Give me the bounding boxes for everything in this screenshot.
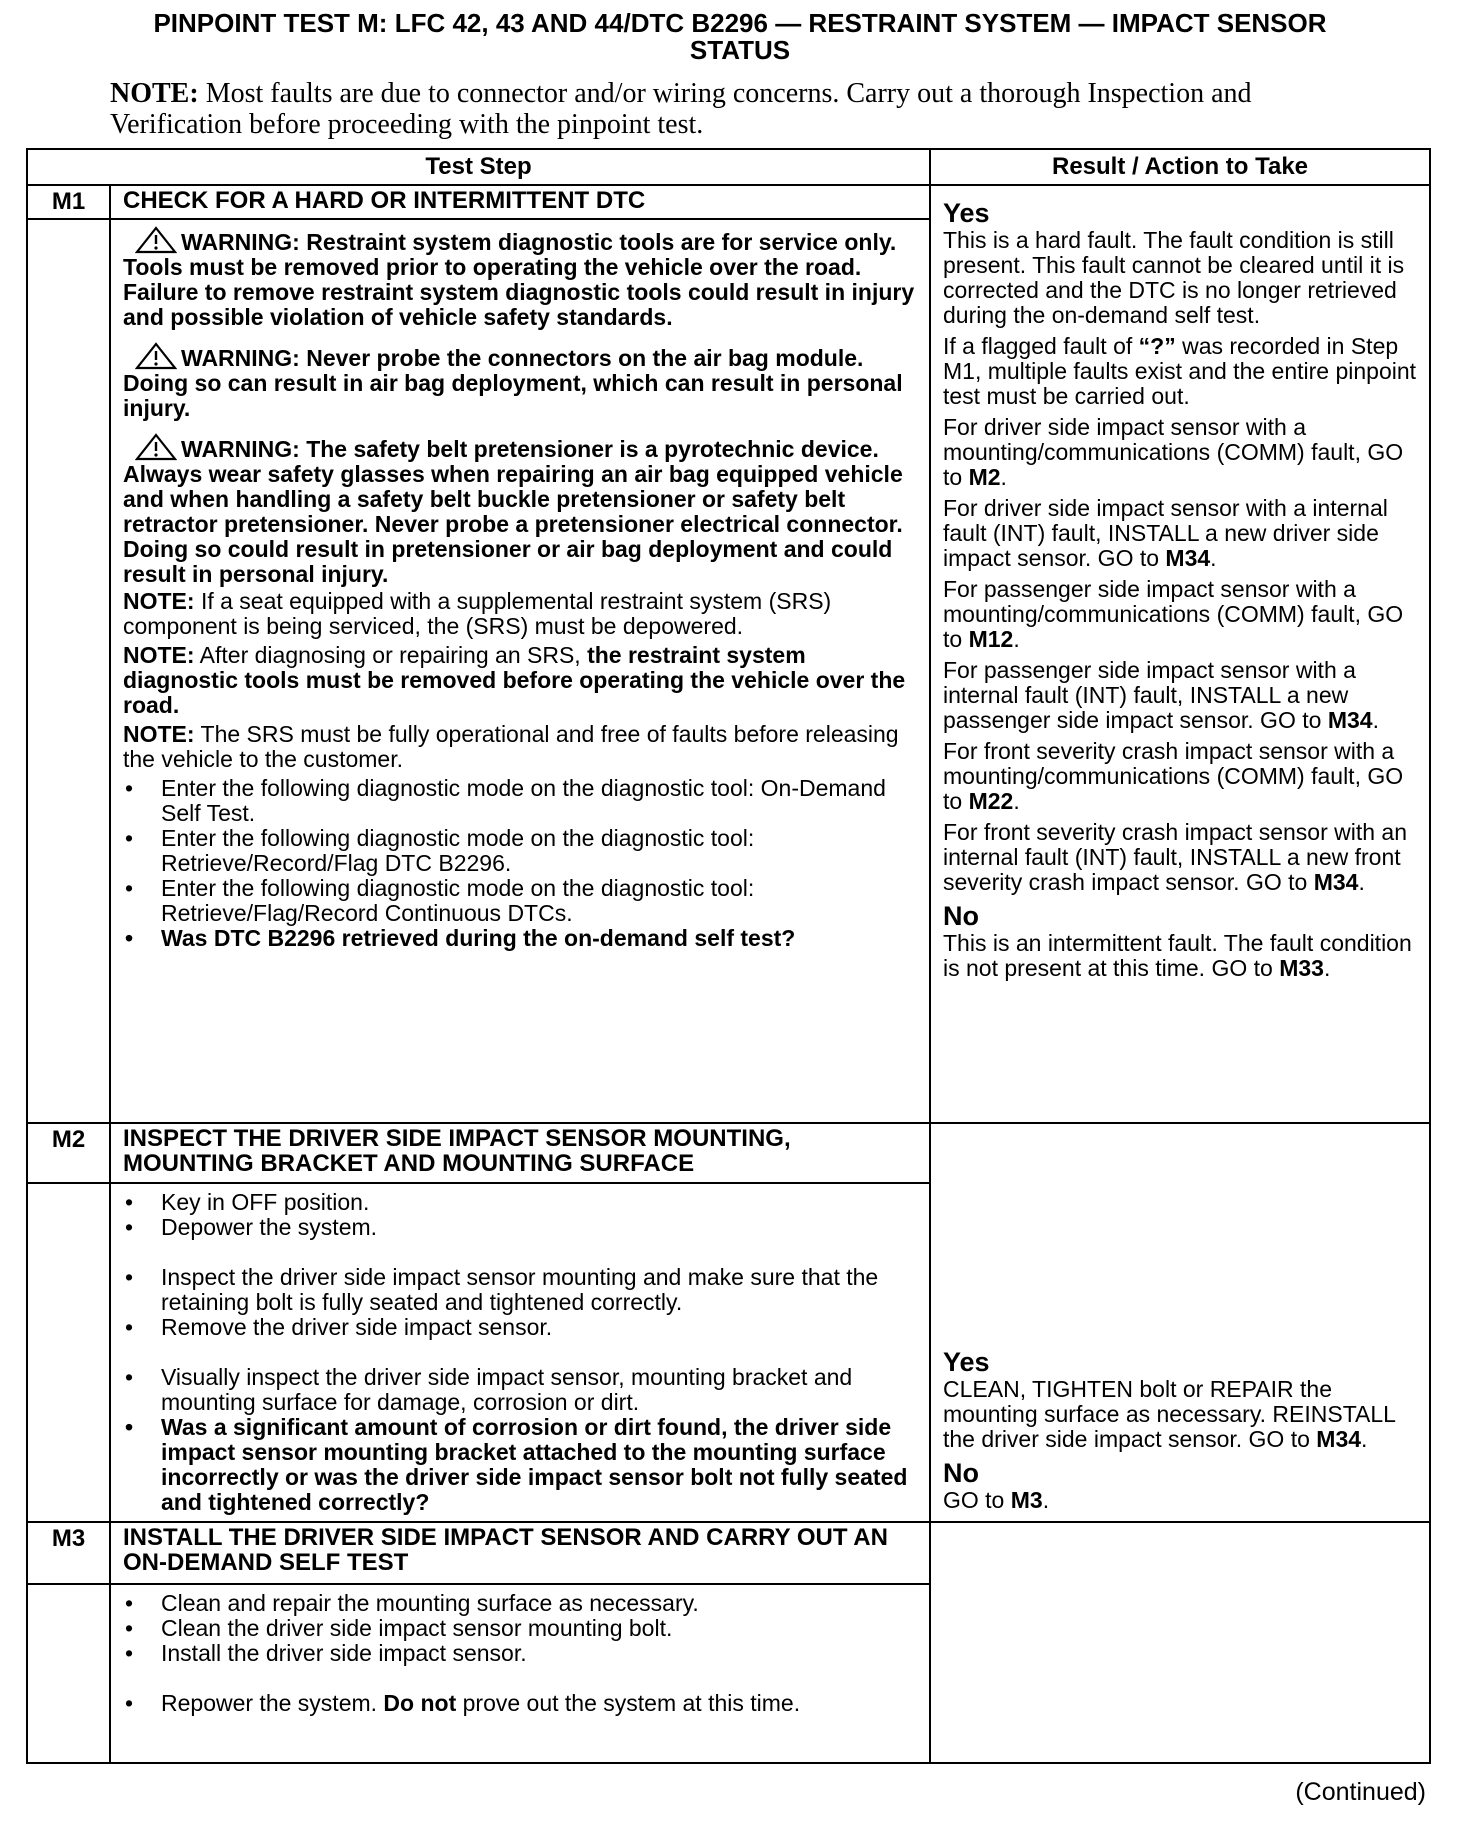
m1-warning-2 xyxy=(123,342,921,421)
pinpoint-test-table xyxy=(26,148,1431,1764)
m1-result-3-goto: M12 xyxy=(968,626,1014,652)
list-item: • Clean the driver side impact sensor mounting bolt. xyxy=(123,1616,921,1641)
header-result-action: Result / Action to Take xyxy=(930,149,1430,185)
step-m2-body xyxy=(110,1183,930,1522)
list-item: • Enter the following diagnostic mode on the diagnostic tool: On-Demand Self Test. xyxy=(123,776,921,826)
m1-yes-label: Yes xyxy=(943,198,990,228)
m2-no-goto: M3 xyxy=(1010,1487,1043,1513)
m1-result-1-goto: M2 xyxy=(968,464,1001,490)
step-m3-body xyxy=(110,1584,930,1763)
m1-result-4-goto: M34 xyxy=(1327,707,1373,733)
step-m3-title: INSTALL THE DRIVER SIDE IMPACT SENSOR AND CARRY OUT AN ON-DEMAND SELF TEST xyxy=(110,1522,930,1584)
m1-note-1-label: NOTE: xyxy=(123,588,195,614)
intro-note-text: Most faults are due to connector and/or wiring concerns. Carry out a thorough Inspection and Verification before proceeding with the pinpoint test. xyxy=(110,78,1252,140)
step-m1-id-blank xyxy=(27,219,110,1123)
page-title xyxy=(40,10,1440,64)
list-item xyxy=(123,1691,921,1716)
m1-flag-post: was recorded in Step M1, multiple faults exist and the entire pinpoint test must be carried out. xyxy=(943,333,1417,409)
list-item: • Inspect the driver side impact sensor mounting and make sure that the retaining bolt is fully seated and tightened correctly. xyxy=(123,1265,921,1315)
step-m2-result xyxy=(930,1123,1430,1522)
m1-result-6-goto: M34 xyxy=(1313,869,1359,895)
m1-result-1-text: For driver side impact sensor with a mounting/communications (COMM) fault, GO to xyxy=(943,414,1404,490)
m1-result-2-goto: M34 xyxy=(1165,545,1211,571)
table-header-row xyxy=(27,149,1430,185)
m1-note-1 xyxy=(123,589,921,639)
list-item: • Enter the following diagnostic mode on the diagnostic tool: Retrieve/Record/Flag DTC B2296. xyxy=(123,826,921,876)
m1-result-1: For driver side impact sensor with a mounting/communications (COMM) fault, GO to M2. xyxy=(943,414,1404,490)
m1-question: • Was DTC B2296 retrieved during the on-demand self test? xyxy=(123,926,921,951)
m1-warning-2-text: WARNING: Never probe the connectors on the air bag module. Doing so can result in air bag deployment, which can result in personal injury. xyxy=(123,345,903,421)
step-m2-title: INSPECT THE DRIVER SIDE IMPACT SENSOR MOUNTING, MOUNTING BRACKET AND MOUNTING SURFACE xyxy=(110,1123,930,1183)
m1-no-text-body: This is an intermittent fault. The fault condition is not present at this time. GO to xyxy=(943,930,1412,981)
m1-warning-3-text: WARNING: The safety belt pretensioner is a pyrotechnic device. Always wear safety glasses when repairing an air bag equipped vehicle and when handling a safety belt buckle pretensioner or safety belt retractor pretensioner. Never probe a pretensioner electrical connector. Doing so could result in pretensioner or air bag deployment and could result in personal injury. xyxy=(123,436,903,587)
m2-bullet-list xyxy=(123,1190,921,1515)
title-line-1: PINPOINT TEST M: LFC 42, 43 AND 44/DTC B2296 — RESTRAINT SYSTEM — IMPACT SENSOR xyxy=(153,8,1327,38)
list-item: • Enter the following diagnostic mode on the diagnostic tool: Retrieve/Flag/Record Continuous DTCs. xyxy=(123,876,921,926)
title-line-2: STATUS xyxy=(689,35,791,65)
step-m1-result xyxy=(930,185,1430,1123)
m1-result-4-text: For passenger side impact sensor with a internal fault (INT) fault, INSTALL a new passenger side impact sensor. GO to xyxy=(943,657,1356,733)
m1-no-text: This is an intermittent fault. The fault condition is not present at this time. GO to M33. xyxy=(943,930,1412,981)
warning-triangle-icon xyxy=(135,433,177,461)
warning-triangle-icon xyxy=(135,342,177,370)
step-m2-title-row xyxy=(27,1123,1430,1183)
m1-result-5: For front severity crash impact sensor with a mounting/communications (COMM) fault, GO to M22. xyxy=(943,738,1404,814)
m2-no-text-body: GO to xyxy=(943,1487,1011,1513)
m1-note-2 xyxy=(123,643,921,718)
m1-note-3-label: NOTE: xyxy=(123,721,195,747)
step-m3-id: M3 xyxy=(27,1522,110,1584)
header-test-step: Test Step xyxy=(27,149,930,185)
step-m1-id: M1 xyxy=(27,185,110,219)
m1-result-6: For front severity crash impact sensor with an internal fault (INT) fault, INSTALL a new front severity crash impact sensor. GO to M34. xyxy=(943,819,1407,895)
m1-result-5-goto: M22 xyxy=(968,788,1014,814)
m2-no-label: No xyxy=(943,1458,979,1488)
list-item: • Remove the driver side impact sensor. xyxy=(123,1315,921,1340)
m3-bullet-4-pre: Repower the system. xyxy=(161,1690,384,1716)
step-m1-title-row xyxy=(27,185,1430,219)
step-m2-id: M2 xyxy=(27,1123,110,1183)
list-item: • Depower the system. xyxy=(123,1215,921,1240)
warning-triangle-icon xyxy=(135,226,177,254)
m1-warning-3 xyxy=(123,433,921,587)
m3-bullet-4-post: prove out the system at this time. xyxy=(456,1690,801,1716)
m2-yes-label: Yes xyxy=(943,1347,990,1377)
m1-note-2-bold: the restraint system diagnostic tools must be removed before operating the vehicle over the road. xyxy=(123,642,906,718)
m1-warning-1-text: WARNING: Restraint system diagnostic tools are for service only. Tools must be removed prior to operating the vehicle over the road. Failure to remove restraint system diagnostic tools could result in injury and possible violation of vehicle safety standards. xyxy=(123,229,915,330)
m1-note-2-label: NOTE: xyxy=(123,642,195,668)
m1-result-3-text: For passenger side impact sensor with a mounting/communications (COMM) fault, GO to xyxy=(943,576,1404,652)
intro-note-label: NOTE: xyxy=(110,78,199,109)
m1-bullet-list xyxy=(123,776,921,951)
m1-yes-text: This is a hard fault. The fault condition is still present. This fault cannot be cleared until it is corrected and the DTC is no longer retrieved during the on-demand self test. xyxy=(943,227,1405,328)
m1-no-goto: M33 xyxy=(1279,955,1324,981)
m1-result-6-text: For front severity crash impact sensor with an internal fault (INT) fault, INSTALL a new front severity crash impact sensor. GO to xyxy=(943,819,1407,895)
m1-warning-1 xyxy=(123,226,921,330)
m2-yes-goto: M34 xyxy=(1316,1426,1362,1452)
m2-no-text: GO to M3. xyxy=(943,1487,1050,1513)
m1-result-3: For passenger side impact sensor with a mounting/communications (COMM) fault, GO to M12. xyxy=(943,576,1404,652)
m1-note-3 xyxy=(123,722,921,772)
list-item: • Key in OFF position. xyxy=(123,1190,921,1215)
list-item: • Clean and repair the mounting surface as necessary. xyxy=(123,1591,921,1616)
step-m3-result xyxy=(930,1522,1430,1763)
m1-flag-pre: If a flagged fault of xyxy=(943,333,1139,359)
m1-result-5-text: For front severity crash impact sensor with a mounting/communications (COMM) fault, GO to xyxy=(943,738,1404,814)
step-m1-body xyxy=(110,219,930,1123)
m3-bullet-list xyxy=(123,1591,921,1716)
step-m2-id-blank xyxy=(27,1183,110,1522)
step-m3-title-row xyxy=(27,1522,1430,1584)
intro-note xyxy=(110,78,1360,140)
m1-no-label: No xyxy=(943,901,979,931)
m1-flag-note xyxy=(943,334,1421,409)
list-item: • Install the driver side impact sensor. xyxy=(123,1641,921,1666)
step-m3-id-blank xyxy=(27,1584,110,1763)
m2-yes-text: CLEAN, TIGHTEN bolt or REPAIR the mounting surface as necessary. REINSTALL the driver side impact sensor. GO to M34. xyxy=(943,1376,1396,1452)
list-item: • Visually inspect the driver side impact sensor, mounting bracket and mounting surface for damage, corrosion or dirt. xyxy=(123,1365,921,1415)
m2-question: • Was a significant amount of corrosion or dirt found, the driver side impact sensor mounting bracket attached to the mounting surface incorrectly or was the driver side impact sensor bolt not fully seated and tightened correctly? xyxy=(123,1415,921,1515)
m2-yes-text-body: CLEAN, TIGHTEN bolt or REPAIR the mounting surface as necessary. REINSTALL the driver side impact sensor. GO to xyxy=(943,1376,1396,1452)
m1-note-3-text: The SRS must be fully operational and free of faults before releasing the vehicle to the customer. xyxy=(123,721,899,772)
step-m1-title: CHECK FOR A HARD OR INTERMITTENT DTC xyxy=(110,185,930,219)
m1-result-2-text: For driver side impact sensor with a internal fault (INT) fault, INSTALL a new driver side impact sensor. GO to xyxy=(943,495,1388,571)
m1-note-1-text: If a seat equipped with a supplemental restraint system (SRS) component is being serviced, the (SRS) must be depowered. xyxy=(123,588,832,639)
m1-flag-mark: “?” xyxy=(1138,333,1176,359)
m3-bullet-4-bold: Do not xyxy=(383,1690,457,1716)
m1-result-4: For passenger side impact sensor with a internal fault (INT) fault, INSTALL a new passenger side impact sensor. GO to M34. xyxy=(943,657,1379,733)
m1-result-2: For driver side impact sensor with a internal fault (INT) fault, INSTALL a new driver side impact sensor. GO to M34. xyxy=(943,495,1388,571)
m1-note-2-text: After diagnosing or repairing an SRS, xyxy=(194,642,588,668)
continued-label: (Continued) xyxy=(1295,1778,1426,1806)
